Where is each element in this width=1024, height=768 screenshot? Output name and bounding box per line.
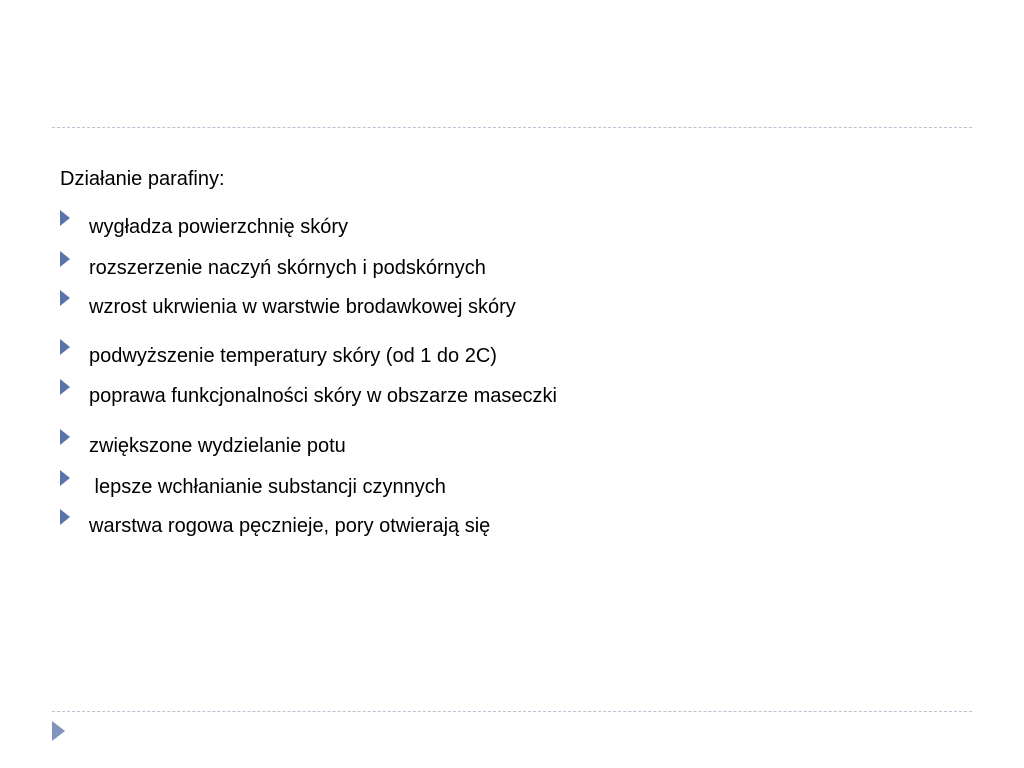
triangle-bullet-icon [60, 509, 70, 525]
triangle-bullet-icon [60, 290, 70, 306]
bottom-divider [52, 711, 972, 712]
triangle-bullet-icon [60, 251, 70, 267]
list-item-text: wzrost ukrwienia w warstwie brodawkowej skóry [89, 296, 516, 318]
list-item-text: rozszerzenie naczyń skórnych i podskórnych [89, 257, 486, 279]
slide-heading: Działanie parafiny: [60, 168, 225, 190]
top-divider [52, 127, 972, 128]
list-item-text: warstwa rogowa pęcznieje, pory otwierają się [89, 515, 491, 537]
triangle-bullet-icon [60, 210, 70, 226]
triangle-bullet-icon [60, 379, 70, 395]
triangle-bullet-icon [60, 429, 70, 445]
triangle-bullet-icon [60, 470, 70, 486]
list-item-text: podwyższenie temperatury skóry (od 1 do 2C) [89, 345, 497, 367]
list-item-text: lepsze wchłanianie substancji czynnych [89, 476, 446, 498]
triangle-bullet-icon [60, 339, 70, 355]
triangle-right-icon[interactable] [52, 721, 65, 741]
list-item-text: zwiększone wydzielanie potu [89, 435, 346, 457]
list-item-text: poprawa funkcjonalności skóry w obszarze maseczki [89, 385, 557, 407]
list-item-text: wygładza powierzchnię skóry [89, 216, 349, 238]
